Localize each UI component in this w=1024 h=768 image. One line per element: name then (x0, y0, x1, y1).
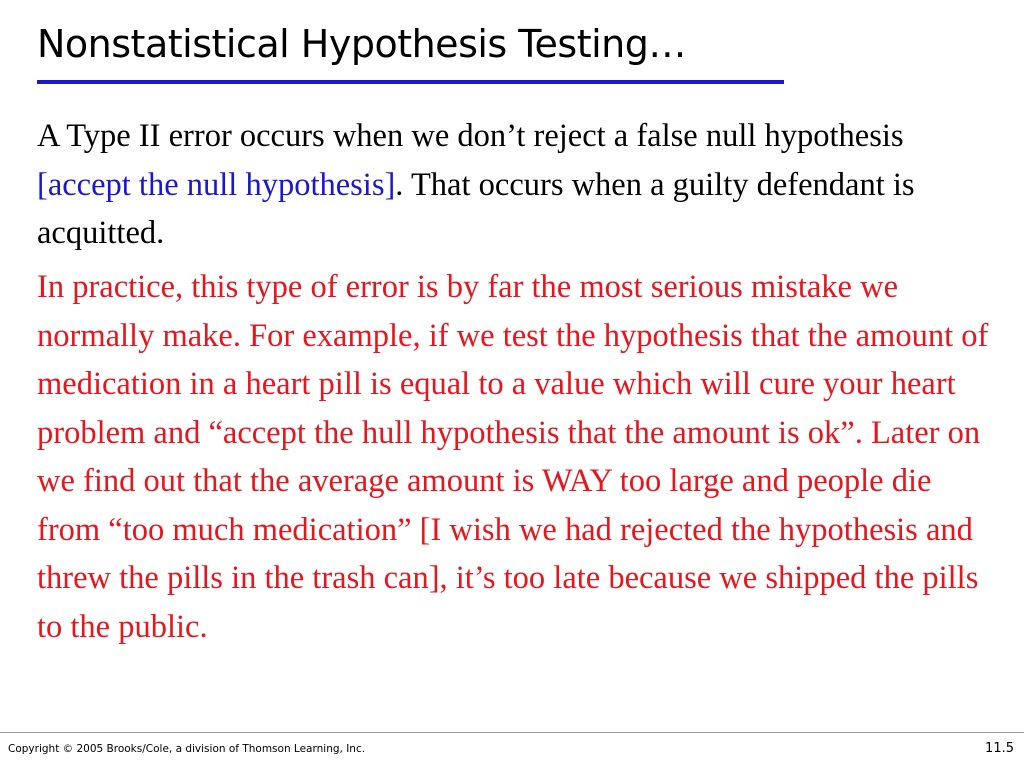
footer-divider (0, 732, 1024, 733)
paragraph-practical-example: In practice, this type of error is by far the most serious mistake we normally make. For example, if we test the hypothesis that the amount of medication in a heart pill is equal to a value which will cure your heart problem and “accept the hull hypothesis that the amount is ok”. Later on we find out that the average amount is WAY too large and people die from “too much medication” [I wish we had rejected the hypothesis and threw the pills in the trash can], it’s too late because we shipped the pills to the public. (37, 269, 989, 645)
slide-title: Nonstatistical Hypothesis Testing… (37, 22, 686, 66)
paragraph-type-ii-error (37, 112, 997, 258)
highlighted-phrase: [accept the null hypothesis] (37, 166, 396, 203)
slide-number: 11.5 (985, 741, 1014, 756)
footer-copyright: Copyright © 2005 Brooks/Cole, a division of Thomson Learning, Inc. (8, 743, 366, 755)
paragraph-1-text-start: A Type II error occurs when we don’t reject a false null hypothesis (37, 118, 904, 154)
title-underline (37, 80, 784, 84)
paragraph-1-text-end: . That occurs when a guilty defendant is acquitted. (37, 166, 915, 251)
